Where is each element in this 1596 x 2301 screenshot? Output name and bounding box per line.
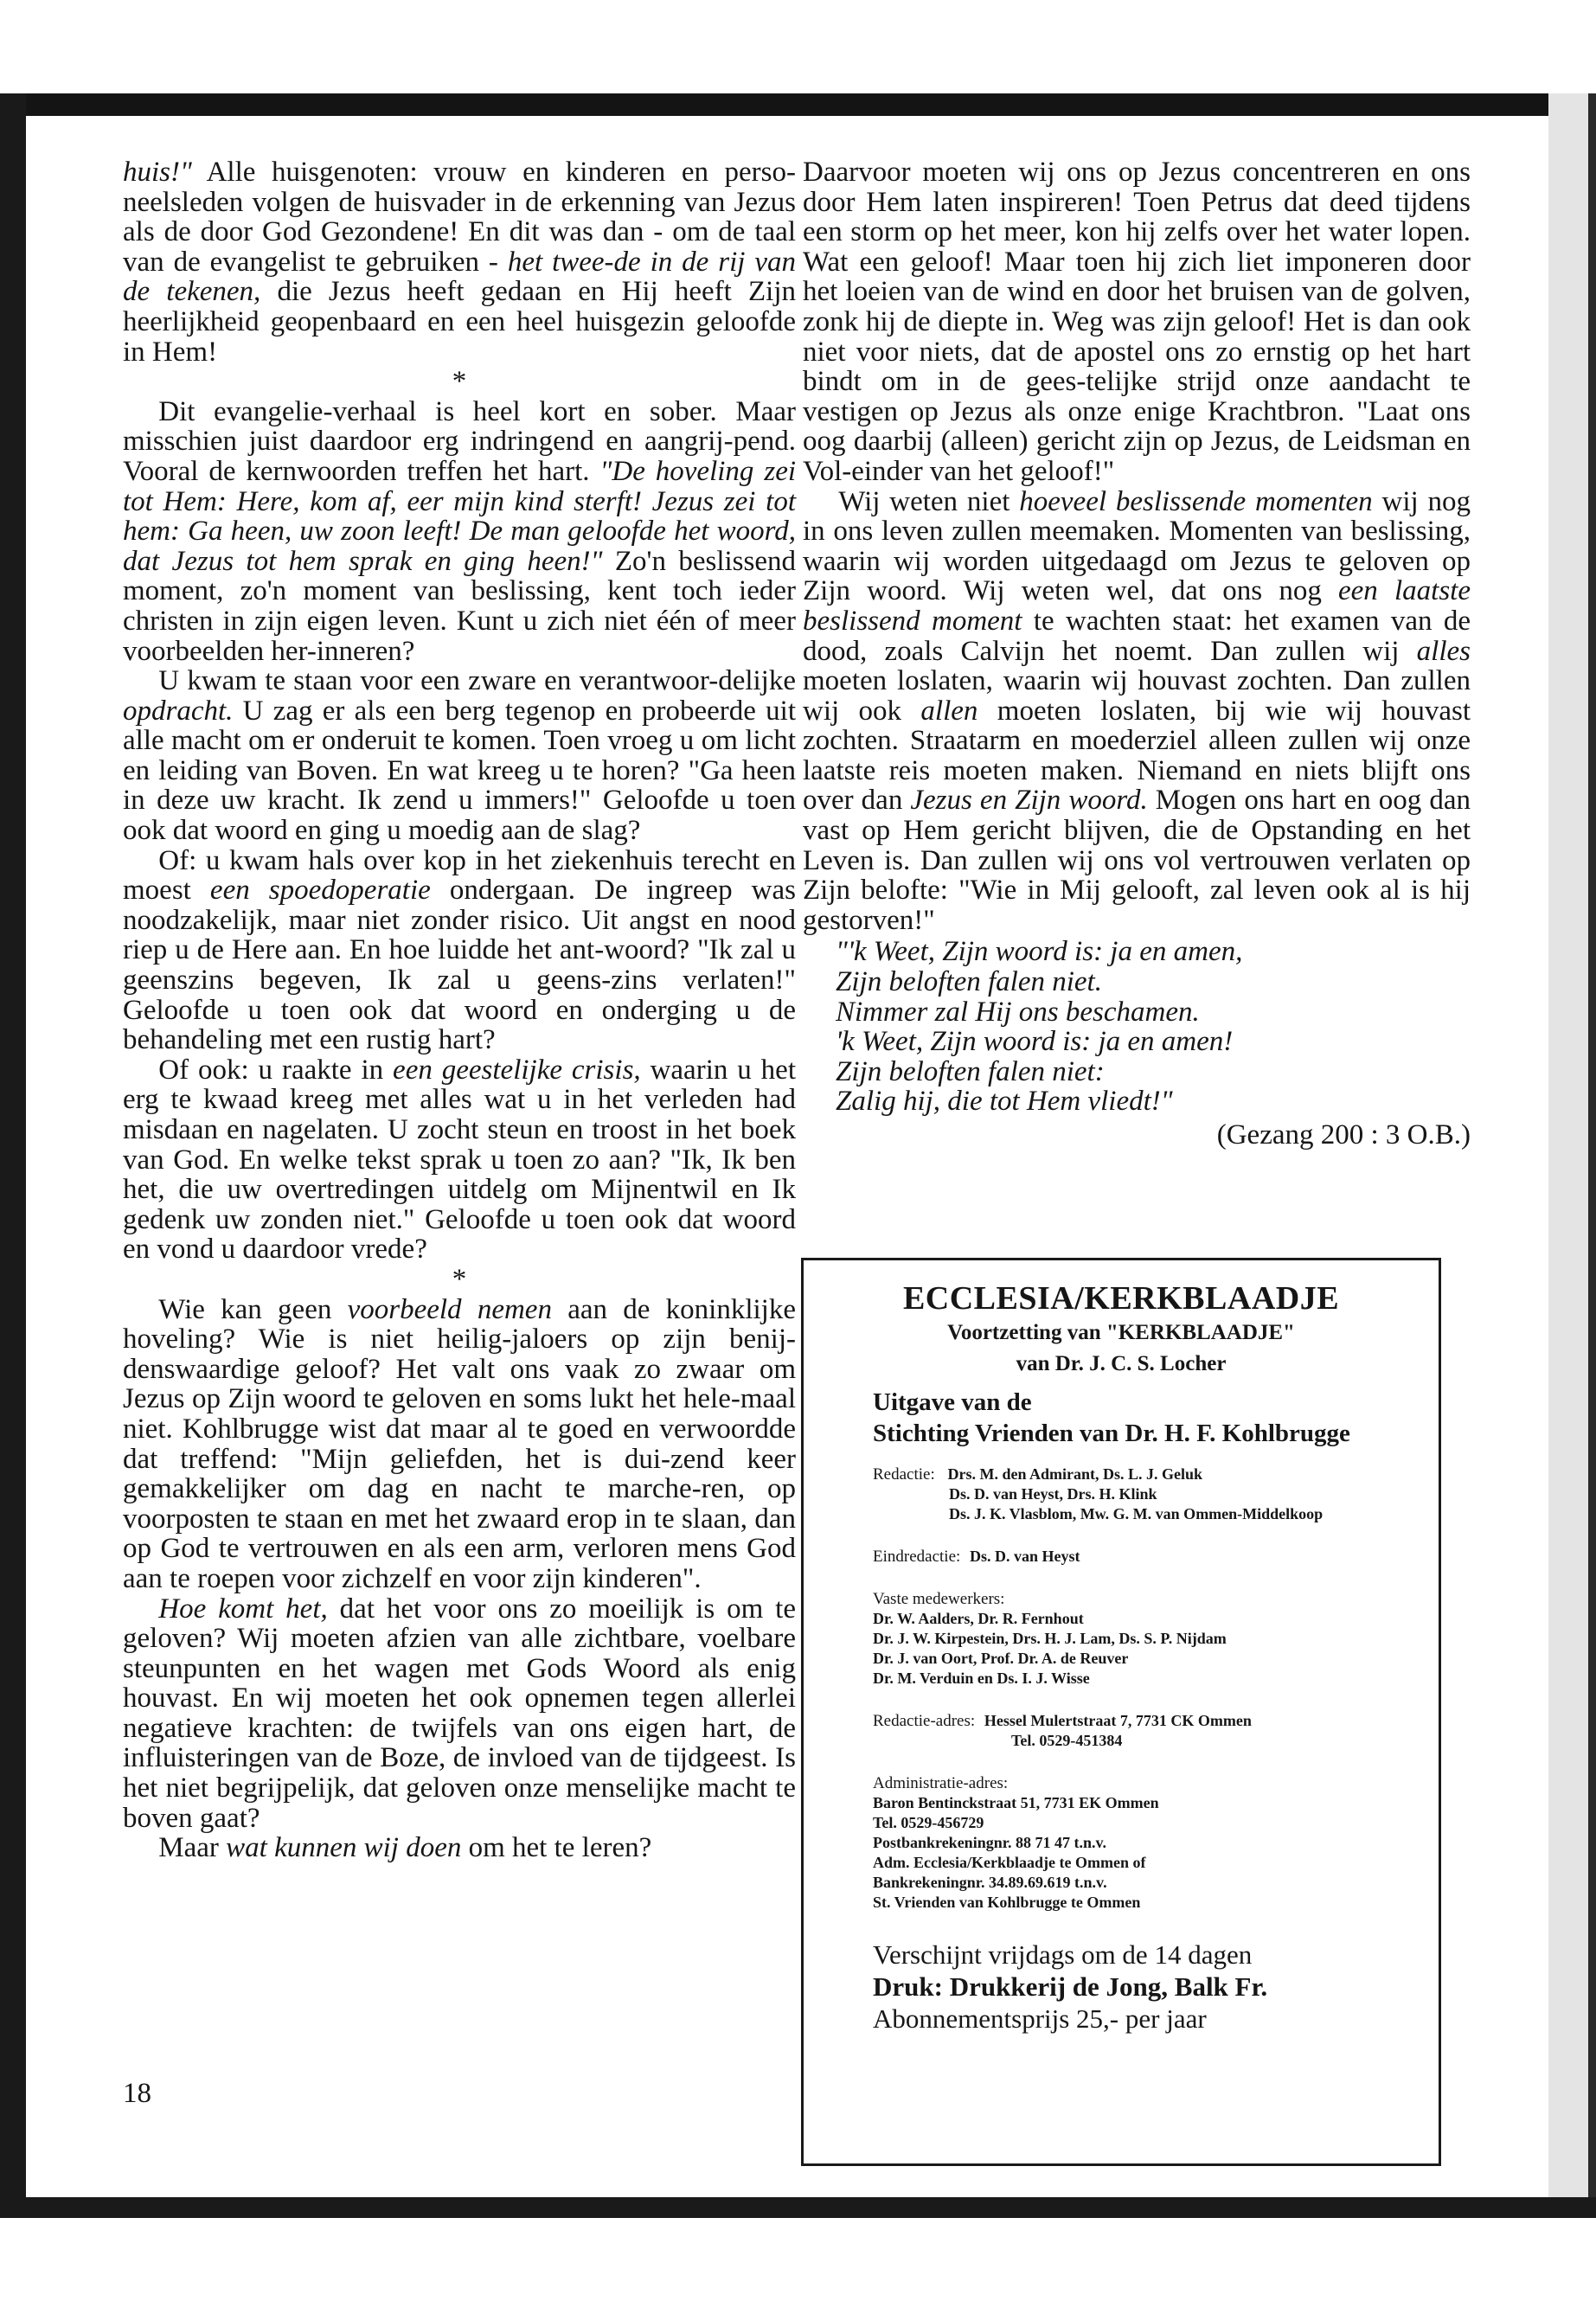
- redactie-line: Drs. M. den Admirant, Ds. L. J. Geluk: [947, 1465, 1203, 1483]
- text: moeten loslaten, waarin wij houvast zochten. Dan zullen wij ook: [803, 665, 1471, 727]
- redactie-telephone: Tel. 0529-451384: [1011, 1732, 1123, 1749]
- paragraph: [123, 1055, 796, 1265]
- admin-line: Postbankrekeningnr. 88 71 47 t.n.v.: [873, 1834, 1107, 1851]
- italic-text: Hoe komt het,: [158, 1593, 328, 1625]
- verse-line: Zalig hij, die tot Hem vliedt!": [836, 1086, 1173, 1118]
- verse-line: "'k Weet, Zijn woord is: ja en amen,: [836, 936, 1243, 968]
- eindredactie-block: [873, 1547, 1421, 1567]
- text: moeten loslaten, bij wie wij houvast zochten. Straatarm en moederziel alleen zullen wij onze laatste reis moeten maken. Niemand en niets blijft ons over dan: [803, 695, 1471, 817]
- italic-text: alles: [1416, 635, 1471, 667]
- italic-text: Jezus en Zijn woord.: [910, 785, 1148, 817]
- italic-text: allen: [920, 695, 978, 727]
- medewerker-line: Dr. J. W. Kirpestein, Drs. H. J. Lam, Ds. S. P. Nijdam: [873, 1630, 1227, 1647]
- text: aan de koninklijke hoveling? Wie is niet heilig-jaloers op zijn benij-denswaardige geloof? Het valt ons vaak zo zwaar om Jezus op Zijn woord te geloven en soms lukt het hele-maal niet. Kohlbrugge wist dat maar al te goed en verwoordde dat treffend: "Mijn geliefden, het is dui-zend keer gemakkelijker om dag en nacht te marche-ren, op voorposten te staan en met het zwaard erop in te slaan, dan op God te vertrouwen en als een arm, verloren mens God aan te roepen voor zichzelf en voor zijn kinderen".: [123, 1293, 796, 1594]
- italic-text: wat kunnen wij doen: [226, 1832, 462, 1864]
- text: Of ook: u raakte in: [158, 1054, 394, 1086]
- paragraph: [123, 157, 796, 367]
- medewerker-line: Dr. M. Verduin en Ds. I. J. Wisse: [873, 1670, 1090, 1687]
- colophon-title: ECCLESIA/KERKBLAADJE: [902, 1280, 1340, 1317]
- italic-text: een geestelijke crisis,: [393, 1054, 641, 1086]
- hymn-verse: [836, 937, 1471, 1117]
- text: Of: u kwam hals over kop in het ziekenhuis terecht en moest: [123, 844, 796, 907]
- paragraph: [123, 846, 796, 1055]
- text: om het te leren?: [461, 1832, 652, 1864]
- text: Dit evangelie-verhaal is heel kort en sober. Maar misschien juist daardoor erg indringend en aangrij-pend. Vooral de kernwoorden treffen het hart.: [123, 395, 796, 487]
- paragraph: [123, 1295, 796, 1594]
- verse-line: Zijn beloften falen niet:: [836, 1055, 1105, 1087]
- italic-text: het twee-de in de rij van de tekenen,: [123, 246, 796, 308]
- section-separator: *: [452, 366, 467, 398]
- colophon-footer: [873, 1939, 1421, 2035]
- colophon-subtitle: Voortzetting van "KERKBLAADJE": [947, 1321, 1295, 1344]
- scan-border-right: [1588, 93, 1596, 2213]
- redactie-adres-label: Redactie-adres:: [873, 1712, 976, 1730]
- subscription-price: Abonnementsprijs 25,- per jaar: [873, 2003, 1207, 2034]
- verse-line: 'k Weet, Zijn woord is: ja en amen!: [836, 1026, 1234, 1058]
- text: Wie kan geen: [158, 1293, 348, 1325]
- redactie-adres-value: Hessel Mulertstraat 7, 7731 CK Ommen: [984, 1712, 1252, 1729]
- eindredactie-value: Ds. D. van Heyst: [970, 1548, 1080, 1565]
- italic-text: huis!": [123, 157, 192, 188]
- admin-line: Bankrekeningnr. 34.89.69.619 t.n.v.: [873, 1874, 1107, 1891]
- text: Wij weten niet: [838, 485, 1020, 517]
- paragraph: Daarvoor moeten wij ons op Jezus concentreren en ons door Hem laten inspireren! Toen Petrus dat deed tijdens een storm op het meer, kon hij zelfs over het water lopen. Wat een geloof! Maar toen hij zich liet imponeren door het loeien van de wind en door het bruisen van de golven, zonk hij de diepte in. Weg was zijn geloof! Het is dan ook niet voor niets, dat de apostel ons zo ernstig op het hart bindt om in de gees-telijke strijd onze aandacht te vestigen op Jezus als onze enige Krachtbron. "Laat ons oog daarbij (alleen) gericht zijn op Jezus, de Leidsman en Vol-einder van het geloof!": [803, 157, 1471, 487]
- scan-border-bottom: [0, 2197, 1596, 2218]
- text: U kwam te staan voor een zware en verantwoor-delijke: [158, 665, 796, 697]
- eindredactie-label: Eindredactie:: [873, 1548, 961, 1566]
- section-separator: *: [452, 1263, 467, 1295]
- paragraph: [803, 487, 1471, 936]
- text: Alle huisgenoten: vrouw en kinderen en perso-neelsleden volgen de huisvader in de erkenning van Jezus als de door God Gezondene! En dit was dan - om de taal van de evangelist te gebruiken -: [123, 157, 796, 278]
- italic-text: hoeveel beslissende momenten: [1019, 485, 1373, 517]
- text: dat het voor ons zo moeilijk is om te geloven? Wij moeten afzien van alle zichtbare, voelbare steunpunten en het wagen met Gods Woord als enig houvast. En wij moeten het ook opnemen tegen allerlei negatieve krachten: de twijfels van ons eigen hart, de influisteringen van de Boze, de invloed van de tijdgeest. Is het niet begrijpelijk, dat geloven onze menselijke macht te boven gaat?: [123, 1593, 797, 1834]
- text: die Jezus heeft gedaan en Hij heeft Zijn heerlijkheid geopenbaard en een heel huisgezin geloofde in Hem!: [123, 276, 796, 368]
- printer-line: Druk: Drukkerij de Jong, Balk Fr.: [873, 1971, 1268, 2002]
- admin-line: Adm. Ecclesia/Kerkblaadje te Ommen of: [873, 1854, 1146, 1871]
- publisher-line: Stichting Vrienden van Dr. H. F. Kohlbrugge: [873, 1420, 1350, 1447]
- publication-frequency: Verschijnt vrijdags om de 14 dagen: [873, 1939, 1253, 1970]
- italic-text: een spoedoperatie: [209, 875, 431, 907]
- left-column: [123, 157, 796, 1863]
- italic-text: een laatste beslissend moment: [803, 575, 1471, 637]
- paragraph: [123, 666, 796, 846]
- page-number: 18: [123, 2078, 151, 2109]
- admin-line: St. Vrienden van Kohlbrugge te Ommen: [873, 1894, 1141, 1911]
- scan-border-left: [0, 93, 26, 2213]
- text: Mogen ons hart en oog dan vast op Hem gericht blijven, die de Opstanding en het Leven is. Dan zullen wij ons vol vertrouwen verlaten op Zijn belofte: "Wie in Mij gelooft, zal leven ook al is hij gestorven!": [803, 785, 1471, 936]
- redactie-line: Ds. J. K. Vlasblom, Mw. G. M. van Ommen-Middelkoop: [949, 1505, 1324, 1522]
- text: U zag er als een berg tegenop en probeerde uit alle macht om er onderuit te komen. Toen vroeg u om licht en leiding van Boven. En wat kreeg u te horen? "Ga heen in deze uw kracht. Ik zend u immers!" Geloofde u toen ook dat woord en ging u moedig aan de slag?: [123, 695, 796, 847]
- redactie-line: Ds. D. van Heyst, Drs. H. Klink: [949, 1485, 1157, 1503]
- redactie-adres-block: [873, 1711, 1421, 1731]
- redactie-block: [873, 1465, 1421, 1484]
- paragraph: [123, 1594, 796, 1834]
- colophon-box: [801, 1258, 1441, 2166]
- italic-text: "De hoveling zei tot Hem: Here, kom af, eer mijn kind sterft! Jezus zei tot hem: Ga heen, uw zoon leeft! De man geloofde het woord, dat Jezus tot hem sprak en ging heen!": [123, 455, 797, 577]
- admin-label: Administratie-adres:: [873, 1774, 1009, 1792]
- text: ondergaan. De ingreep was noodzakelijk, maar niet zonder risico. Uit angst en nood riep u de Here aan. En hoe luidde het ant-woord? "Ik zal u geenszins begeven, Ik zal u geens-zins verlaten!" Geloofde u toen ook dat woord en onderging u de behandeling met een rustig hart?: [123, 875, 796, 1056]
- redactie-label: Redactie:: [873, 1465, 935, 1484]
- text: waarin u het erg te kwaad kreeg met alles wat u in het verleden had misdaan en nagelaten. U zocht steun en troost in het boek van God. En welke tekst sprak u toen zo aan? "Ik, Ik ben het, die uw overtredingen uitdelg om Mijnentwil en Ik gedenk uw zonden niet." Geloofde u toen ook dat woord en vond u daardoor vrede?: [123, 1054, 796, 1266]
- text: Maar: [158, 1832, 227, 1864]
- scan-border-top: [0, 93, 1596, 116]
- italic-text: opdracht.: [123, 695, 234, 727]
- medewerker-line: Dr. W. Aalders, Dr. R. Fernhout: [873, 1610, 1084, 1627]
- medewerkers-label: Vaste medewerkers:: [873, 1590, 1005, 1608]
- hymn-citation: (Gezang 200 : 3 O.B.): [1216, 1119, 1471, 1150]
- publisher-line: Uitgave van de: [873, 1388, 1032, 1416]
- admin-line: Tel. 0529-456729: [873, 1814, 984, 1831]
- verse-line: Zijn beloften falen niet.: [836, 966, 1102, 998]
- admin-line: Baron Bentinckstraat 51, 7731 EK Ommen: [873, 1794, 1159, 1811]
- text: Zo'n beslissend moment, zo'n moment van beslissing, kent toch ieder christen in zijn eigen leven. Kunt u zich niet één of meer voorbeelden her-inneren?: [123, 545, 797, 667]
- text: wij nog in ons leven zullen meemaken. Momenten van beslissing, waarin wij worden uitgedaagd om Jezus te geloven op Zijn woord. Wij weten wel, dat ons nog: [803, 485, 1471, 607]
- colophon-subtitle: van Dr. J. C. S. Locher: [1016, 1352, 1227, 1375]
- document-page: [26, 116, 1548, 2197]
- italic-text: voorbeeld nemen: [347, 1293, 552, 1325]
- right-column: [803, 157, 1471, 1150]
- paragraph: [123, 1833, 796, 1863]
- paragraph: [123, 397, 796, 666]
- text: te wachten staat: het examen van de dood, zoals Calvijn het noemt. Dan zullen wij: [803, 605, 1471, 667]
- verse-line: Nimmer zal Hij ons beschamen.: [836, 996, 1200, 1028]
- medewerker-line: Dr. J. van Oort, Prof. Dr. A. de Reuver: [873, 1650, 1129, 1667]
